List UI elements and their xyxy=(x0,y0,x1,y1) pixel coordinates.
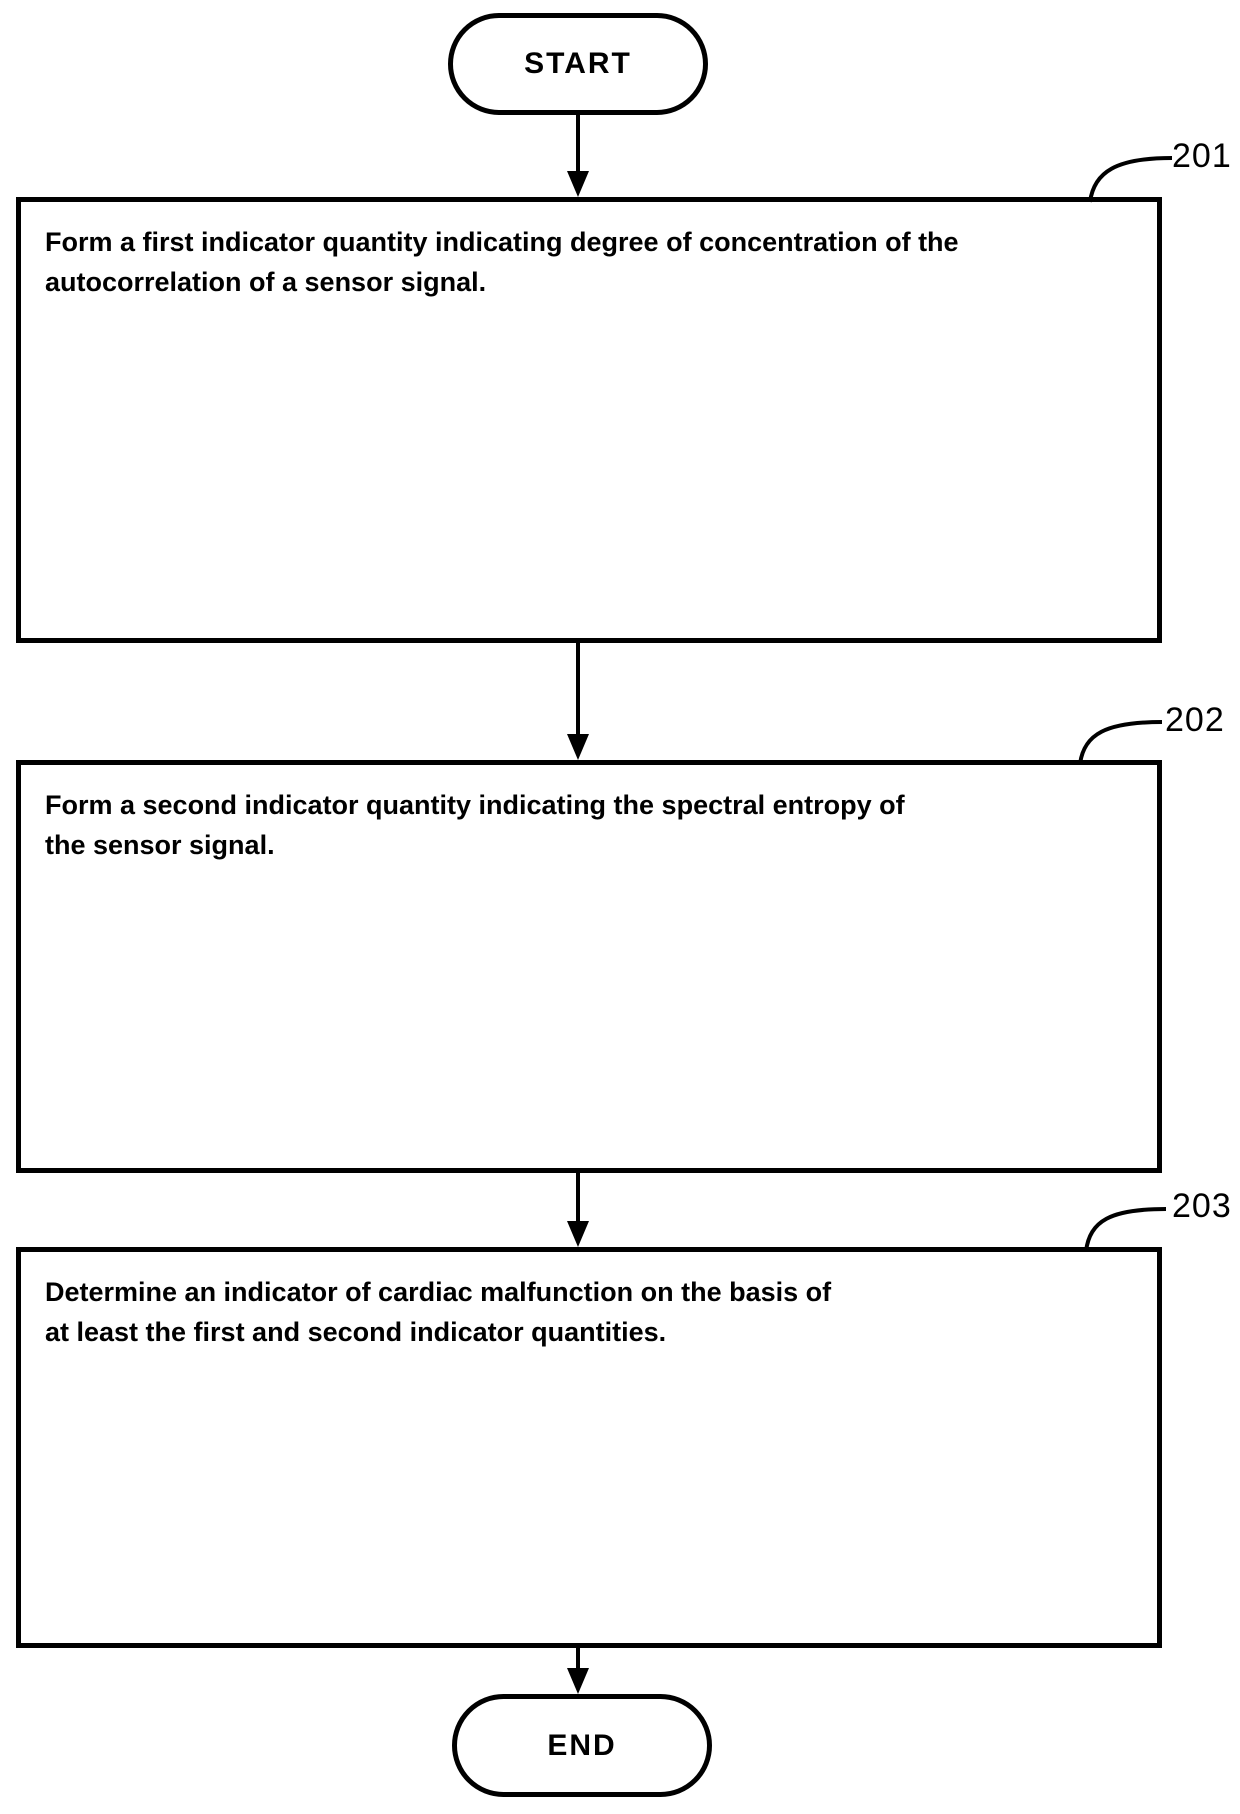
process-box-202-text xyxy=(21,765,1157,865)
leader-line-202 xyxy=(1076,712,1164,768)
flow-arrow-202-to-203 xyxy=(567,1173,589,1247)
step-text-line: Form a first indicator quantity indicating degree of concentration of the xyxy=(45,227,959,257)
process-box-201-text xyxy=(21,202,1157,302)
arrow-stem xyxy=(576,1648,580,1670)
start-terminator xyxy=(448,13,708,115)
arrow-stem xyxy=(576,1173,580,1223)
process-box-202 xyxy=(16,760,1162,1173)
process-box-203 xyxy=(16,1247,1162,1648)
arrow-stem xyxy=(576,643,580,736)
flow-arrow-start-to-201 xyxy=(567,115,589,197)
leader-line-201 xyxy=(1086,148,1174,204)
step-text-line: at least the first and second indicator quantities. xyxy=(45,1317,667,1347)
arrow-head-icon xyxy=(567,171,589,197)
process-box-203-text xyxy=(21,1252,1157,1352)
process-box-201 xyxy=(16,197,1162,643)
step-text-line: the sensor signal. xyxy=(45,830,275,860)
leader-line-203 xyxy=(1082,1198,1168,1254)
start-label: START xyxy=(524,47,632,80)
arrow-head-icon xyxy=(567,734,589,760)
step-text-line: Determine an indicator of cardiac malfunction on the basis of xyxy=(45,1277,832,1307)
ref-label-203: 203 xyxy=(1172,1187,1232,1225)
arrow-head-icon xyxy=(567,1221,589,1247)
step-text-line: autocorrelation of a sensor signal. xyxy=(45,267,487,297)
flow-arrow-201-to-202 xyxy=(567,643,589,760)
arrow-head-icon xyxy=(567,1668,589,1694)
ref-label-201: 201 xyxy=(1172,137,1232,175)
end-terminator xyxy=(452,1694,712,1797)
flow-arrow-203-to-end xyxy=(567,1648,589,1694)
end-label: END xyxy=(547,1728,617,1762)
arrow-stem xyxy=(576,115,580,173)
ref-label-202: 202 xyxy=(1165,701,1225,739)
step-text-line: Form a second indicator quantity indicating the spectral entropy of xyxy=(45,790,905,820)
